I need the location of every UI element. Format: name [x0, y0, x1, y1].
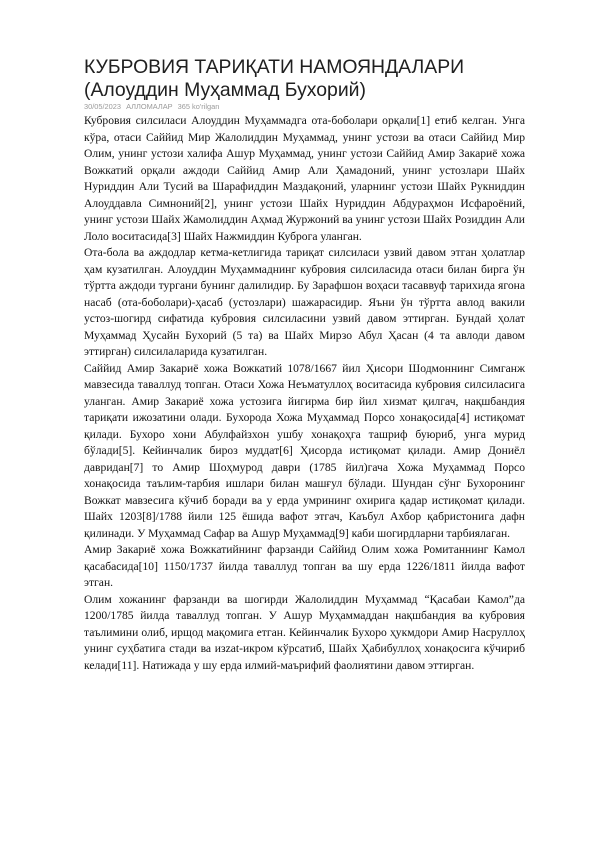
article-date: 30/05/2023: [84, 102, 121, 111]
paragraph: Амир Закариё хожа Вожкатийнинг фарзанди Саййид Олим хожа Ромитаннинг Камол қасабасида[10] 1150/1737 йилда таваллуд топган ва шу ерда 1226/1811 йилда вафот этган.: [84, 543, 525, 589]
article-title: [84, 56, 525, 102]
article-category-link[interactable]: АЛЛОМАЛАР: [126, 102, 173, 111]
paragraph: Саййид Амир Закариё хожа Вожкатий 1078/1667 йил Ҳисори Шодмоннинг Симганж мавзесида таваллуд топган. Отаси Хожа Неъматуллоҳ воситасида кубровия силсиласига уланган. Амир Закариё хожа устозига йигирма бир йил хизмат қилгач, нақшбандия тариқати ижозатини олади. Бухорода Хожа Муҳаммад Порсо хонақосида[4] истиқомат қилади. Бухоро хони Абулфайзхон ушбу хонақоҳга ташриф буюриб, унга мурид бўлади[5]. Кейинчалик бироз муддат[6] Ҳисорда истиқомат қилади. Амир Дониёл давридан[7] то Амир Шоҳмурод даври (1785 йил)гача Хожа Муҳаммад Порсо хонақосида таълим-тарбия ишлари билан машғул бўлади. Шундан сўнг Бухоронинг Вожкат мавзесига кўчиб боради ва у ерда умрининг охирига қадар истиқомат қилади. Шайх 1203[8]/1788 йили 125 ёшида вафот этгач, Каъбул Ахбор қабристонига дафн қилинади. У Муҳаммад Сафар ва Ашур Муҳаммад[9] каби шогирдларни тарбиялаган.: [84, 361, 525, 540]
paragraph: Ота-бола ва аждодлар кетма-кетлигида тариқат силсиласи узвий давом этган ҳолатлар ҳам кузатилган. Алоуддин Муҳаммаднинг кубровия силсиласида отаси билан бирга ўн тўртта аждоди тургани бунинг далилидир. Бу Зарафшон воҳаси тасаввуф тарихида ягона насаб (ота-боболари)-ҳасаб (устозлари) шажарасидир. Яъни ўн тўртта авлод вакили устоз-шогирд сифатида кубровия силсиласини узвий давом эттирган. Бундай ҳолат Муҳаммад Ҳусайн Бухорий (5 та) ва Шайх Мирзо Абул Ҳасан (4 та авлоди давом эттирган) силсилаларида кузатилган.: [84, 246, 525, 358]
article-body: [84, 113, 525, 674]
article: [84, 56, 525, 674]
article-meta: [84, 102, 525, 113]
paragraph: Кубровия силсиласи Алоуддин Муҳаммадга ота-боболари орқали[1] етиб келган. Унга кўра, отаси Саййид Мир Жалолиддин Муҳаммад, унинг устози ва отаси Саййид Мир Олим, унинг устози халифа Ашур Муҳаммад, унинг устози Саййид Амир Закариё хожа Вожкатий орқали аждоди Саййид Амир Али Ҳамадоний, унинг устозлари Шайх Нуриддин Али Тусий ва Шарафиддин Маздақоний, уларнинг устози Шайх Рукниддин Алоуддавла Симноний[2], унинг устози Шайх Нуриддин Абдураҳмон Исфароёний, унинг устози Шайх Жамолиддин Аҳмад Журжоний ва унинг устози Шайх Розиддин Али Лоло воситасида[3] Шайх Нажмиддин Куброга уланган.: [84, 114, 525, 243]
article-title-line-1: КУБРОВИЯ ТАРИҚАТИ НАМОЯНДАЛАРИ: [84, 56, 465, 78]
article-view-count: 365 ko'rilgan: [177, 102, 220, 111]
paragraph: Олим хожанинг фарзанди ва шогирди Жалолиддин Муҳаммад “Қасабаи Камол”да 1200/1785 йилда таваллуд топган. У Ашур Муҳаммаддан нақшбандия ва кубровия таълимини олиб, ирщод мақомига етган. Кейинчалик Бухоро ҳукмдори Амир Насруллоҳ унинг суҳбатига стади ва изzat-икром кўрсатиб, Шайх Ҳабибуллоҳ хонақосига кўчириб келади[11]. Натижада у шу ерда илмий-маърифий фаолиятини давом эттирган.: [84, 592, 525, 672]
article-title-line-2: (Алоуддин Муҳаммад Бухорий): [84, 79, 366, 101]
